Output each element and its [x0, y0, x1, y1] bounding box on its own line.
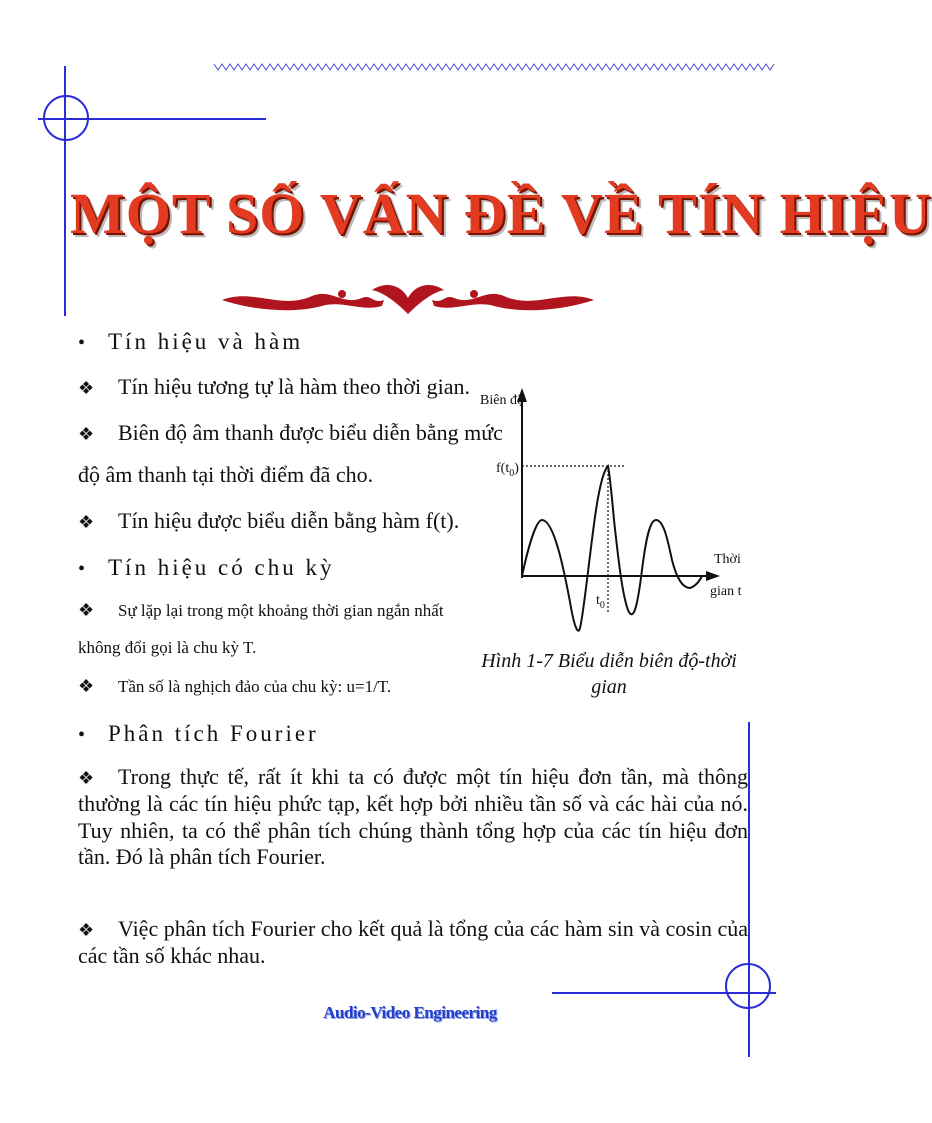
x-axis-label-line1: Thời	[714, 552, 741, 567]
bullet-icon: •	[78, 558, 89, 580]
ornament-flourish	[222, 280, 594, 316]
list-item: ❖ Tín hiệu tương tự là hàm theo thời gian.	[78, 374, 470, 399]
list-item: ❖ Tín hiệu được biểu diễn bằng hàm f(t).	[78, 508, 460, 533]
bullet-icon: •	[78, 724, 89, 746]
x-axis-arrow-icon	[706, 571, 720, 581]
section-heading-fourier: • Phân tích Fourier	[78, 721, 319, 746]
list-item: ❖ Sự lặp lại trong một khoảng thời gian ngắn nhất	[78, 600, 444, 620]
x-axis-label-line2: gian t	[710, 584, 742, 599]
diamond-bullet-icon: ❖	[78, 378, 95, 398]
top-left-circle	[40, 92, 92, 144]
diamond-bullet-icon: ❖	[78, 920, 95, 940]
list-item-continuation: độ âm thanh tại thời điểm đã cho.	[78, 462, 374, 487]
figure-caption: Hình 1-7 Biểu diễn biên độ-thời gian	[481, 650, 737, 698]
diamond-bullet-icon: ❖	[78, 424, 95, 444]
top-zigzag-border	[214, 62, 776, 72]
diamond-bullet-icon: ❖	[78, 600, 95, 620]
bullet-icon: •	[78, 332, 89, 354]
section-heading-signal-function: • Tín hiệu và hàm	[78, 329, 304, 354]
diamond-bullet-icon: ❖	[78, 512, 95, 532]
diamond-bullet-icon: ❖	[78, 676, 95, 696]
list-item: ❖ Tần số là nghịch đảo của chu kỳ: u=1/T.	[78, 676, 392, 696]
section-heading-periodic-signal: • Tín hiệu có chu kỳ	[78, 555, 335, 580]
t0-label: $t_0$	[596, 593, 605, 611]
page-title: MỘT SỐ VẤN ĐỀ VỀ TÍN HIỆU	[70, 181, 932, 246]
footer-text: Audio-Video Engineering	[323, 1003, 497, 1022]
peak-label: $f(t_0)$	[496, 461, 519, 479]
signal-waveform	[522, 466, 702, 631]
amplitude-time-figure	[480, 380, 770, 650]
paragraph-fourier-result: ❖ Việc phân tích Fourier cho kết quả là tổng của các hàm sin và cosin của các tần số khác nhau.	[78, 916, 748, 968]
list-item: ❖ Biên độ âm thanh được biểu diễn bằng mức	[78, 420, 503, 445]
list-item-continuation: không đổi gọi là chu kỳ T.	[78, 638, 257, 657]
paragraph-fourier-intro: ❖ Trong thực tế, rất ít khi ta có được một tín hiệu đơn tần, mà thông thường là các tín hiệu phức tạp, kết hợp bởi nhiều tần số và các hài của nó. Tuy nhiên, ta có thể phân tích chúng thành tổng hợp của các tín hiệu đơn tần. Đó là phân tích Fourier.	[78, 764, 748, 870]
diamond-bullet-icon: ❖	[78, 768, 95, 788]
y-axis-label: Biên độ	[480, 393, 524, 408]
